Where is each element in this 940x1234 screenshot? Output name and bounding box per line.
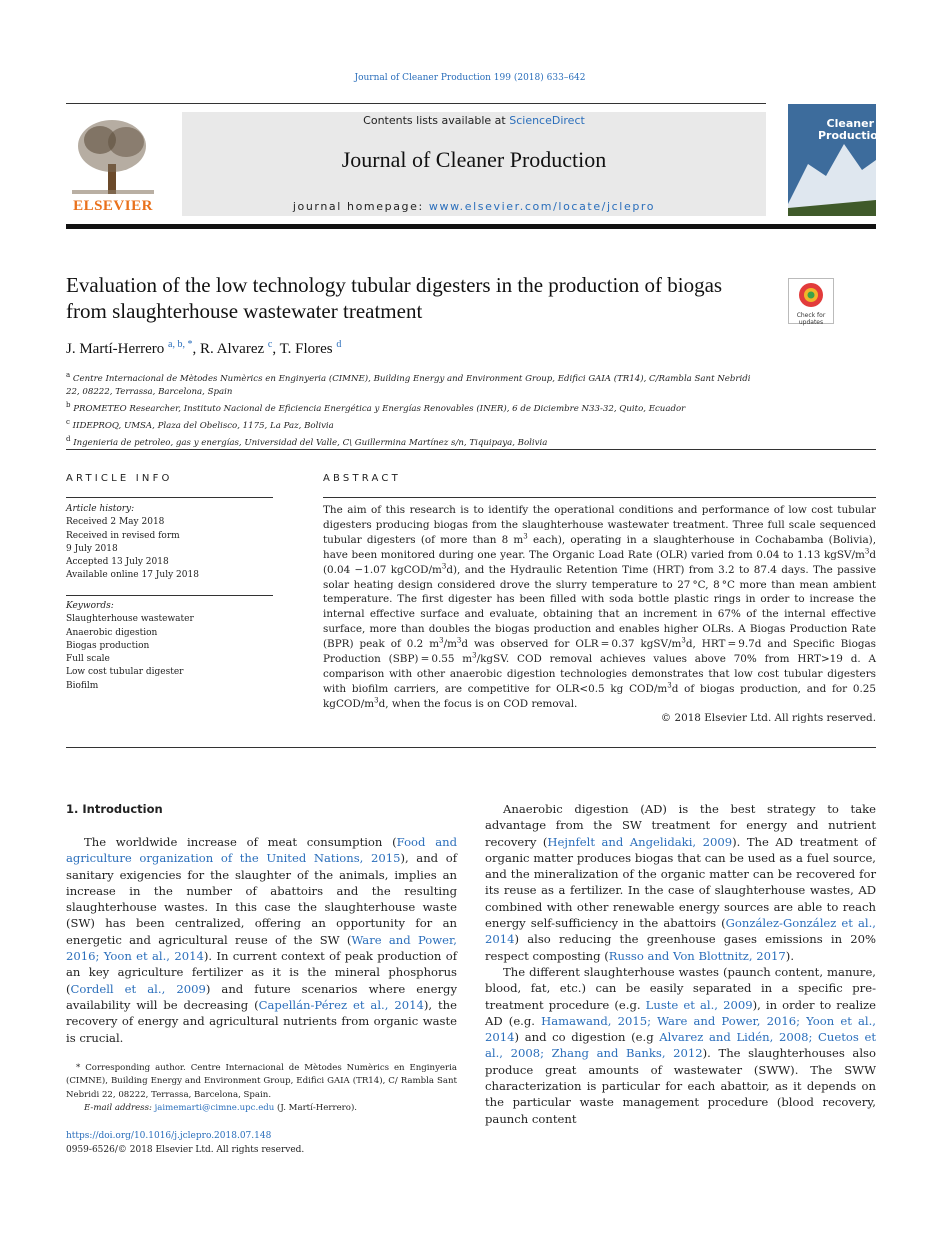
superscript: 3 (864, 547, 870, 556)
email-line (66, 1102, 457, 1115)
affiliation-item (66, 399, 766, 416)
abstract-segment: d of biogas production, and for 0.25 kgCOD/m (323, 682, 876, 710)
history-item: Accepted 13 July 2018 (66, 557, 169, 568)
author-list: J. Martí-Herrero $^{a, b, *}$, R. Alvarez $^c$, T. Flores $^d$ (66, 339, 342, 357)
citation-link[interactable]: Hamawand, 2015; Ware and Power, 2016; Yoon et al., 2014 (485, 1013, 876, 1045)
abstract-segment: d (0.04 −1.07 kgCOD/m (323, 548, 876, 576)
superscript: 3 (456, 636, 462, 645)
citation-link[interactable]: González-González et al., 2014 (485, 916, 876, 947)
history-item: 9 July 2018 (66, 543, 118, 554)
corresponding-author-footnote (66, 1062, 457, 1115)
contents-prefix: Contents lists available at (363, 114, 510, 127)
section-rule (66, 449, 876, 450)
paragraph (485, 801, 876, 964)
abstract-segment: d), and the Hydraulic Retention Time (HRT) from 3.2 to 87.4 days. The passive solar heating design considered drove the slurry temperature to 27 °C, 8 °C more than mean ambient temperature. The first digester has been filled with soda bottle plastic rings in order to increase the internal effective surface and evaluate, obtaining that an increment in 67% of the internal effective surface, more than doubles the biogas production and enables higher OLRs. A Biogas Production Rate (BPR) peak of 0.2 m (323, 563, 876, 651)
crossmark-label-2: updates (798, 319, 824, 326)
text: ) and co digestion (e.g (514, 1030, 660, 1045)
affiliation-key: c (66, 418, 70, 427)
history-item: Available online 17 July 2018 (66, 570, 199, 581)
keywords-label: Keywords: (66, 601, 114, 611)
abstract-rule (323, 497, 876, 498)
email-label: E-mail address: (84, 1102, 155, 1113)
abstract-text (323, 503, 876, 712)
affiliation-text: IIDEPROQ, UMSA, Plaza del Obelisco, 1175, La Paz, Bolivia (72, 421, 334, 432)
homepage-line (182, 200, 766, 213)
crossmark-label (789, 312, 833, 326)
author-name: R. Alvarez (200, 341, 265, 357)
affiliation-text: PROMETEO Researcher, Instituto Nacional de Eficiencia Energética y Energías Renovables (INER), 6 de Diciembre N33-32, Quito, Ecuador (73, 404, 686, 415)
issn-line: 0959-6526/© 2018 Elsevier Ltd. All rights reserved. (66, 1145, 305, 1155)
homepage-prefix: journal homepage: (292, 200, 429, 213)
abstract-segment: The aim of this research is to identify the operational conditions and performance of low cost tubular digesters producing biogas from the slaughterhouse wastewater treatment. Three full scale sequenced tubular digesters (of more than 8 m (323, 504, 876, 546)
author-affiliation-marker[interactable]: a, b, * (168, 339, 193, 350)
text: The worldwide increase of meat consumption ( (84, 835, 397, 849)
affiliation-item (66, 433, 766, 450)
article-info-heading: ARTICLE INFO (66, 473, 173, 484)
text: ) and future scenarios where energy availability will be decreasing ( (66, 981, 457, 1012)
article-info-rule (66, 497, 273, 498)
citation-link[interactable]: Cordell et al., 2009 (70, 981, 206, 996)
superscript: 3 (667, 681, 672, 690)
keyword-item: Anaerobic digestion (66, 627, 158, 638)
header-top-rule (66, 103, 766, 104)
text: Anaerobic digestion (AD) is the best strategy to take advantage from the SW treatment for energy and nutrient recovery ( (485, 802, 876, 849)
crossmark-badge[interactable] (788, 278, 834, 324)
keyword-item: Low cost tubular digester (66, 667, 184, 678)
intro-left-column (66, 834, 457, 1046)
superscript: 3 (374, 696, 379, 705)
article-title: Evaluation of the low technology tubular digesters in the production of biogas from slaughterhouse wastewater treatment (66, 273, 723, 323)
email-suffix: (J. Martí-Herrero). (274, 1102, 358, 1113)
affiliation-list (66, 369, 766, 450)
text: The different slaughterhouse wastes (paunch content, manure, blood, fat, etc.) can be easily separated in a specific pre-treatment procedure (e.g. (485, 964, 876, 1012)
abstract-segment: d, when the focus is on COD removal. (378, 697, 578, 710)
journal-reference[interactable]: Journal of Cleaner Production 199 (2018) 633–642 (354, 73, 586, 83)
text: ), in order to realize AD (e.g. (485, 997, 877, 1028)
history-label: Article history: (66, 504, 135, 514)
intro-right-column (485, 801, 876, 1127)
abstract-segment: d, HRT = 9.7d and Specific Biogas Production (SBP) = 0.55 m (323, 638, 877, 666)
superscript: 3 (523, 532, 528, 541)
abstract-segment: d was observed for OLR = 0.37 kgSV/m (461, 638, 682, 651)
superscript: 3 (439, 636, 444, 645)
text: ). The AD treatment of organic matter produces biogas that can be used as a fuel source, and the mineralization of the organic matter can be recovered for its reuse as a fertilizer. In the case of slaughterhouse wastes, AD combined with other renewable energy sources are able to reach energy self-sufficiency in the abattoirs ( (485, 834, 876, 931)
keyword-item: Biogas production (66, 640, 150, 651)
journal-title: Journal of Cleaner Production (341, 147, 607, 172)
affiliation-key: d (66, 435, 71, 444)
email-link[interactable]: jaimemarti@cimne.upc.edu (154, 1102, 275, 1113)
text: ). (785, 948, 795, 963)
author-affiliation-marker[interactable]: d (336, 339, 342, 350)
abstract-heading: ABSTRACT (323, 473, 401, 484)
crossmark-icon (798, 282, 824, 308)
abstract-segment: /m (443, 638, 457, 651)
history-item: Received in revised form (66, 530, 180, 541)
citation-link[interactable]: Russo and Von Blottnitz, 2017 (608, 948, 786, 963)
superscript: 3 (441, 562, 447, 571)
text: ), and of sanitary exigencies for the slaughter of the animals, implies an increase in the number of abattoirs and the resulting slaughterhouse wastes. In this case the slaughterhouse waste (SW) has been centralized, offering an opportunity for an energetic and agricultural reuse of the SW ( (66, 851, 457, 947)
cover-title (818, 117, 886, 142)
affiliation-key: a (66, 371, 71, 379)
article-history (66, 503, 273, 583)
affiliation-key: b (66, 401, 71, 410)
author-affiliation-marker[interactable]: c (267, 339, 273, 350)
citation-link[interactable]: Capellán-Pérez et al., 2014 (258, 997, 424, 1012)
paragraph (485, 964, 876, 1127)
keyword-item: Biofilm (66, 680, 99, 691)
author-name: J. Martí-Herrero (66, 341, 165, 357)
homepage-link[interactable]: www.elsevier.com/locate/jclepro (428, 200, 656, 213)
keywords (66, 600, 273, 693)
journal-cover[interactable] (788, 104, 886, 216)
author-name: T. Flores (279, 341, 333, 357)
citation-link[interactable]: Luste et al., 2009 (645, 997, 753, 1012)
abstract-segment: /kgSV. COD removal achieves values above 70% from HRT>19 d. A comparison with other anaerobic digestion technologies demonstrates that low cost tubular digesters with biofilm carriers, are competitive for OLR<0.5 kg COD/m (323, 653, 876, 695)
cover-title-line2: Production (818, 129, 886, 142)
citation-link[interactable]: Alvarez and Lidén, 2008; Cuetos et al., 2008; Zhang and Banks, 2012 (485, 1030, 876, 1061)
crossmark-label-1: Check for (796, 312, 826, 319)
paragraph (66, 834, 457, 1046)
affiliation-item (66, 369, 766, 399)
keyword-item: Full scale (66, 654, 110, 665)
text: ). The slaughterhouses also produce great amounts of wastewater (SWW). The SWW characterization is particular for each abattoir, as it depends on the particular waste management procedure (blood recovery, paunch content (485, 1046, 876, 1126)
citation-link[interactable]: Ware and Power, 2016; Yoon et al., 2014 (66, 932, 457, 964)
affiliation-text: Ingenieria de petroleo, gas y energías, Universidad del Valle, C\ Guillermina Martínez s/n, Tiquipaya, Bolivia (73, 438, 548, 449)
introduction-heading: 1. Introduction (66, 802, 163, 816)
superscript: 3 (472, 651, 477, 660)
section-rule (66, 747, 876, 748)
sciencedirect-link[interactable]: ScienceDirect (509, 114, 585, 127)
text: ) also reducing the greenhouse gases emissions in 20% respect composting ( (485, 932, 876, 963)
footnote-text: * Corresponding author. Centre Internacional de Mètodes Numèrics en Enginyeria (CIMNE), Building Energy and Environment Group, Edifici GAIA (TR14), C/ Rambla Sant Nebridi 22, 08222, Terrassa, Barcelona, Spain. (66, 1063, 457, 1100)
cover-title-line1: Cleaner (826, 117, 874, 130)
citation-link[interactable]: Hejnfelt and Angelidaki, 2009 (547, 834, 733, 849)
affiliation-text: Centre Internacional de Mètodes Numèrics en Enginyeria (CIMNE), Building Energy and Environment Group, Edifici GAIA (TR14), C/Rambla Sant Nebridi 22, 08222, Terrassa, Barcelona, Spain (66, 373, 751, 398)
citation-link[interactable]: Food and agriculture organization of the United Nations, 2015 (66, 835, 457, 866)
doi-link[interactable]: https://doi.org/10.1016/j.jclepro.2018.07.148 (66, 1131, 272, 1141)
contents-line (182, 114, 766, 127)
superscript: 3 (681, 636, 686, 645)
history-item: Received 2 May 2018 (66, 517, 165, 528)
text: ). In current context of peak production of an key agriculture fertilizer as it is the mineral phosphorus ( (66, 949, 457, 996)
keyword-item: Slaughterhouse wastewater (66, 614, 194, 625)
affiliation-item (66, 416, 766, 433)
abstract-segment: each), operating in a slaughterhouse in Cochabamba (Bolivia), have been monitored during one year. The Organic Load Rate (OLR) varied from 0.04 to 1.13 kgSV/m (323, 533, 877, 561)
elsevier-wordmark: ELSEVIER (73, 198, 153, 214)
header-thick-rule (66, 224, 876, 229)
abstract-copyright: © 2018 Elsevier Ltd. All rights reserved. (660, 712, 876, 724)
keywords-rule (66, 595, 273, 596)
elsevier-logo (66, 112, 160, 216)
text: ), the recovery of energy and agricultural nutrients from organic waste is crucial. (66, 997, 457, 1045)
